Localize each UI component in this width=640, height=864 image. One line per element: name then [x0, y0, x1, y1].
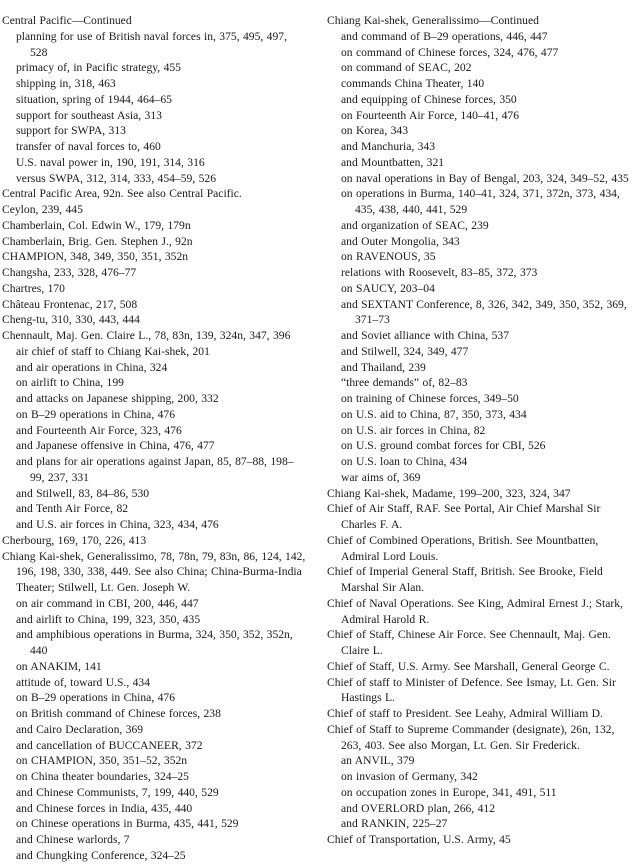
index-subentry: on air command in CBI, 200, 446, 447: [16, 596, 199, 610]
left-column: [2, 13, 307, 864]
index-subentry: on airlift to China, 199: [16, 376, 124, 390]
index-subentry: and U.S. air forces in China, 323, 434, 476: [16, 518, 219, 531]
index-subentry: and cancellation of BUCCANEER, 372: [16, 738, 203, 752]
index-subentry: and command of B–29 operations, 446, 447: [341, 29, 548, 43]
index-subentry: and Manchuria, 343: [341, 140, 436, 153]
index-subentry: and Chinese forces in India, 435, 440: [16, 801, 193, 815]
index-entry: Chiang Kai-shek, Madame, 199–200, 323, 324, 347: [327, 486, 571, 500]
index-subentry: on occupation zones in Europe, 341, 491, 511: [341, 785, 557, 799]
index-entry: Chief of Staff to Supreme Commander (designate), 26n, 132, 263, 403. See also Morgan, Lt. Gen. Sir Frederick.: [327, 722, 615, 752]
index-entry: Chief of Staff, U.S. Army. See Marshall, General George C.: [327, 659, 610, 673]
index-subentry: on British command of Chinese forces, 238: [16, 707, 221, 720]
index-entry: Cherbourg, 169, 170, 226, 413: [2, 533, 147, 547]
index-subentry: commands China Theater, 140: [341, 77, 485, 90]
index-subentry: and attacks on Japanese shipping, 200, 332: [16, 392, 219, 405]
index-subentry: and Mountbatten, 321: [341, 155, 445, 169]
index-subentry: attitude of, toward U.S., 434: [16, 675, 151, 689]
index-subentry: on U.S. loan to China, 434: [341, 455, 468, 468]
index-entry: Chief of Imperial General Staff, British. See Brooke, Field Marshal Sir Alan.: [327, 565, 603, 594]
index-subentry: air chief of staff to Chiang Kai-shek, 201: [16, 344, 210, 358]
index-subentry: “three demands” of, 82–83: [341, 376, 468, 390]
index-subentry: and organization of SEAC, 239: [341, 218, 489, 232]
index-entry: Chief of Naval Operations. See King, Admiral Ernest J.; Stark, Admiral Harold R.: [327, 596, 623, 626]
index-subentry: on U.S. ground combat forces for CBI, 526: [341, 439, 546, 453]
index-subentry: on Chinese operations in Burma, 435, 441, 529: [16, 817, 239, 831]
index-subentry: and Tenth Air Force, 82: [16, 502, 129, 516]
index-subentry: on CHAMPION, 350, 351–52, 352n: [16, 754, 188, 768]
index-subentry: primacy of, in Pacific strategy, 455: [16, 61, 181, 75]
index-subentry: and Cairo Declaration, 369: [16, 722, 144, 736]
index-subentry: versus SWPA, 312, 314, 333, 454–59, 526: [16, 171, 216, 185]
index-subentry: U.S. naval power in, 190, 191, 314, 316: [16, 155, 205, 169]
index-subentry: relations with Roosevelt, 83–85, 372, 373: [341, 266, 538, 279]
index-entry: Chief of Transportation, U.S. Army, 45: [327, 833, 511, 846]
index-entry: CHAMPION, 348, 349, 350, 351, 352n: [2, 250, 189, 264]
index-subentry: on Korea, 343: [341, 124, 409, 138]
index-entry: Chiang Kai-shek, Generalissimo—Continued: [327, 14, 539, 27]
index-entry: Chief of staff to Minister of Defence. See Ismay, Lt. Gen. Sir Hastings L.: [327, 675, 616, 705]
index-subentry: and Fourteenth Air Force, 323, 476: [16, 423, 182, 437]
index-subentry: on B–29 operations in China, 476: [16, 407, 176, 421]
index-subentry: on SAUCY, 203–04: [341, 281, 435, 295]
index-subentry: on invasion of Germany, 342: [341, 770, 478, 783]
index-entry: Chennault, Maj. Gen. Claire L., 78, 83n, 139, 324n, 347, 396: [2, 329, 291, 342]
index-subentry: and amphibious operations in Burma, 324, 350, 352, 352n, 440: [16, 628, 293, 657]
index-subentry: and RANKIN, 225–27: [341, 817, 448, 831]
index-entry: Ceylon, 239, 445: [2, 203, 83, 216]
index-subentry: transfer of naval forces to, 460: [16, 140, 161, 153]
index-subentry: situation, spring of 1944, 464–65: [16, 92, 172, 106]
index-entry: Central Pacific Area, 92n. See also Central Pacific.: [2, 187, 242, 201]
index-subentry: on operations in Burma, 140–41, 324, 371, 372n, 373, 434, 435, 438, 440, 441, 529: [341, 187, 620, 216]
index-subentry: and Chinese Communists, 7, 199, 440, 529: [16, 785, 219, 799]
index-subentry: and SEXTANT Conference, 8, 326, 342, 349, 350, 352, 369, 371–73: [341, 297, 627, 327]
index-subentry: on training of Chinese forces, 349–50: [341, 392, 519, 405]
index-entry: Chief of Staff, Chinese Air Force. See Chennault, Maj. Gen. Claire L.: [327, 628, 611, 657]
index-entry: Changsha, 233, 328, 476–77: [2, 266, 137, 279]
index-entry: Chamberlain, Col. Edwin W., 179, 179n: [2, 218, 191, 232]
index-subentry: support for SWPA, 313: [16, 124, 126, 138]
index-entry: Chiang Kai-shek, Generalissimo, 78, 78n, 79, 83n, 86, 124, 142, 196, 198, 330, 338, 449. See also China; China-Burma-India Theater; Stilwell, Lt. Gen. Joseph W.: [2, 549, 306, 594]
index-subentry: shipping in, 318, 463: [16, 77, 116, 90]
index-subentry: on B–29 operations in China, 476: [16, 691, 176, 705]
index-subentry: and Soviet alliance with China, 537: [341, 329, 509, 342]
index-subentry: planning for use of British naval forces in, 375, 495, 497, 528: [16, 29, 287, 59]
index-subentry: on command of Chinese forces, 324, 476, 477: [341, 45, 559, 59]
index-entry: Chief of staff to President. See Leahy, Admiral William D.: [327, 707, 603, 720]
right-column: [327, 13, 632, 848]
index-subentry: on naval operations in Bay of Bengal, 203, 324, 349–52, 435: [341, 171, 629, 185]
index-subentry: and equipping of Chinese forces, 350: [341, 92, 517, 106]
index-subentry: and OVERLORD plan, 266, 412: [341, 801, 495, 815]
index-subentry: and Stilwell, 83, 84–86, 530: [16, 486, 150, 500]
index-subentry: on Fourteenth Air Force, 140–41, 476: [341, 108, 519, 122]
index-subentry: on U.S. aid to China, 87, 350, 373, 434: [341, 407, 527, 421]
index-subentry: war aims of, 369: [341, 470, 421, 484]
index-subentry: and Japanese offensive in China, 476, 477: [16, 439, 215, 453]
index-entry: Chartres, 170: [2, 281, 65, 295]
index-subentry: on U.S. air forces in China, 82: [341, 423, 486, 437]
index-subentry: on ANAKIM, 141: [16, 659, 102, 673]
index-entry: Château Frontenac, 217, 508: [2, 297, 138, 311]
index-subentry: and Thailand, 239: [341, 360, 426, 374]
index-subentry: support for southeast Asia, 313: [16, 108, 162, 122]
index-entry: Central Pacific—Continued: [2, 14, 132, 27]
index-entry: Cheng-tu, 310, 330, 443, 444: [2, 313, 140, 327]
index-entry: Chamberlain, Brig. Gen. Stephen J., 92n: [2, 234, 193, 248]
index-subentry: on command of SEAC, 202: [341, 61, 472, 75]
index-subentry: and Outer Mongolia, 343: [341, 234, 460, 248]
index-subentry: on RAVENOUS, 35: [341, 250, 436, 264]
index-subentry: and air operations in China, 324: [16, 360, 168, 374]
index-subentry: and Chungking Conference, 324–25: [16, 848, 186, 862]
index-entry: Chief of Combined Operations, British. See Mountbatten, Admiral Lord Louis.: [327, 533, 599, 563]
index-subentry: an ANVIL, 379: [341, 754, 415, 768]
index-subentry: and Chinese warlords, 7: [16, 833, 130, 846]
index-subentry: and airlift to China, 199, 323, 350, 435: [16, 612, 201, 626]
index-entry: Chief of Air Staff, RAF. See Portal, Air Chief Marshal Sir Charles F. A.: [327, 502, 601, 531]
index-subentry: on China theater boundaries, 324–25: [16, 770, 189, 783]
index-subentry: and Stilwell, 324, 349, 477: [341, 344, 469, 358]
index-subentry: and plans for air operations against Japan, 85, 87–88, 198–99, 237, 331: [16, 455, 294, 484]
